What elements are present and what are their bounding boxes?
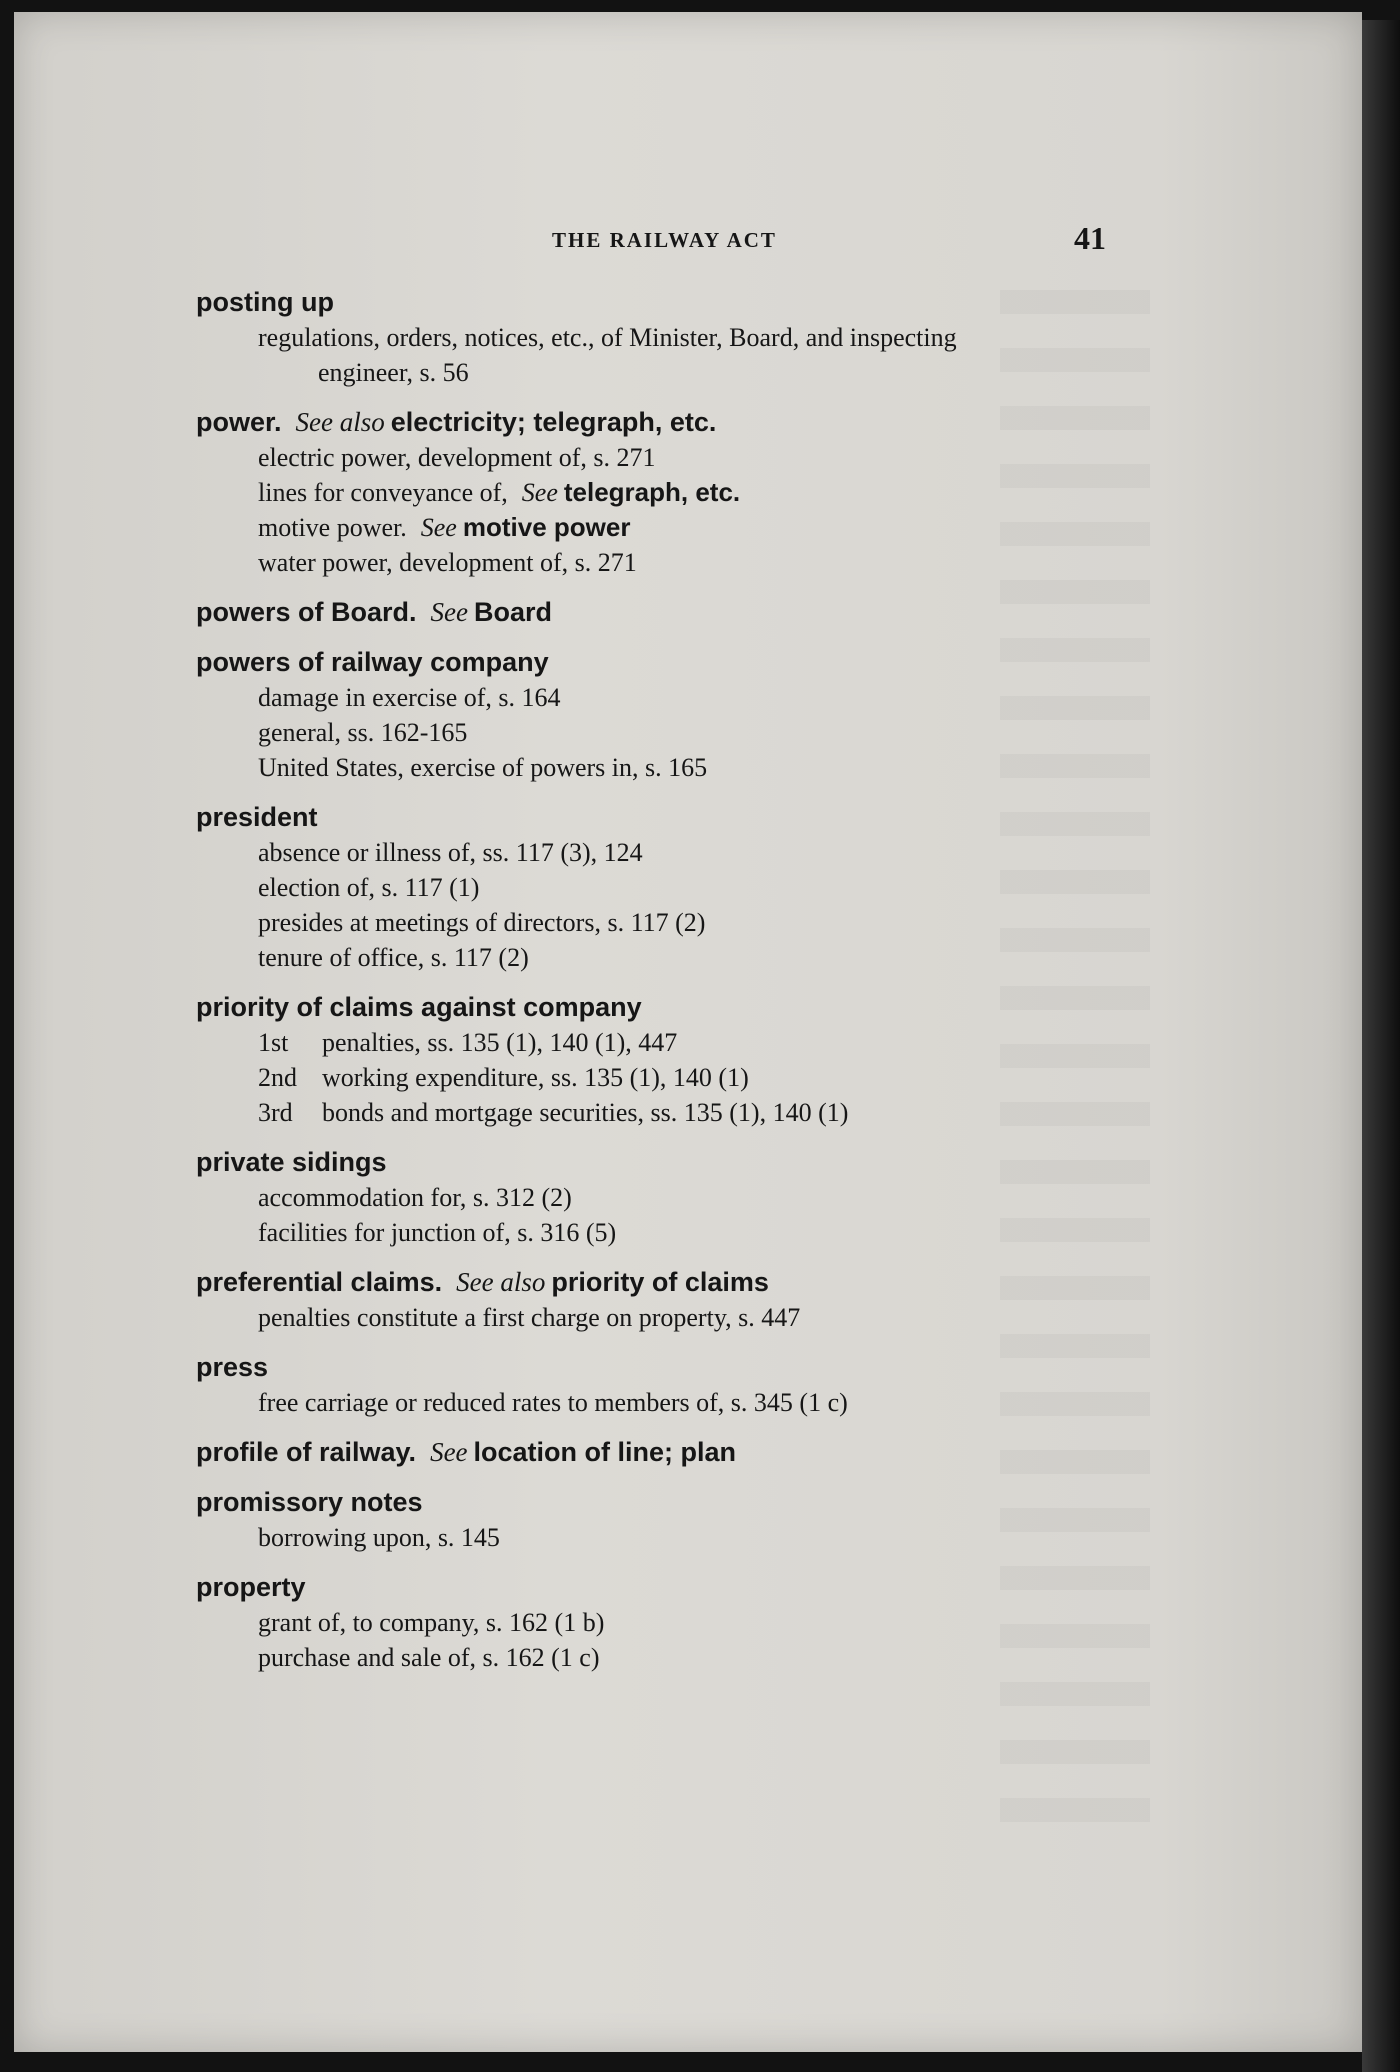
index-entry bbox=[196, 404, 1146, 580]
subentry bbox=[196, 1180, 1146, 1215]
cross-reference: location of line; plan bbox=[473, 1437, 737, 1467]
subentry bbox=[196, 1095, 1146, 1130]
entry-heading bbox=[196, 284, 1146, 320]
page-number: 41 bbox=[1074, 220, 1106, 256]
subentry bbox=[196, 1300, 1146, 1335]
subentry-text: regulations, orders, notices, etc., of Minister, Board, and inspecting bbox=[258, 323, 957, 352]
subentry bbox=[196, 1605, 1146, 1640]
index-entry bbox=[196, 284, 1146, 390]
subentry-text: tenure of office, s. 117 (2) bbox=[258, 943, 529, 972]
entry-heading-text: promissory notes bbox=[196, 1487, 423, 1517]
subentry bbox=[196, 715, 1146, 750]
index-entry bbox=[196, 1349, 1146, 1420]
subentry-ordinal: 1st bbox=[258, 1028, 289, 1057]
subentry bbox=[196, 905, 1146, 940]
cross-reference: motive power bbox=[462, 512, 631, 542]
subentry-text: free carriage or reduced rates to members of, s. 345 (1 c) bbox=[258, 1388, 848, 1417]
see-also-label: See also bbox=[295, 407, 385, 437]
index-entry bbox=[196, 989, 1146, 1130]
subentry-text: United States, exercise of powers in, s. 165 bbox=[258, 753, 708, 782]
entry-heading bbox=[196, 404, 1146, 440]
entry-heading bbox=[196, 989, 1146, 1025]
see-also-label: See bbox=[430, 1437, 468, 1467]
subentry bbox=[196, 940, 1146, 975]
subentry-text: presides at meetings of directors, s. 117 (2) bbox=[258, 908, 706, 937]
subentry-continuation bbox=[196, 355, 1146, 390]
cross-reference: telegraph, etc. bbox=[563, 477, 741, 507]
cross-reference: electricity; telegraph, etc. bbox=[390, 407, 717, 437]
subentry bbox=[196, 750, 1146, 785]
entry-heading bbox=[196, 594, 1146, 630]
entry-heading-text: posting up bbox=[196, 287, 334, 317]
subentry bbox=[196, 1025, 1146, 1060]
entry-heading-text: priority of claims against company bbox=[196, 992, 642, 1022]
subentry bbox=[196, 475, 1146, 510]
subentry-text: facilities for junction of, s. 316 (5) bbox=[258, 1218, 617, 1247]
entry-heading-text: property bbox=[196, 1572, 306, 1602]
index-entry bbox=[196, 644, 1146, 785]
entry-heading-text: private sidings bbox=[196, 1147, 387, 1177]
book-edge bbox=[1362, 20, 1400, 2072]
subentry-text: electric power, development of, s. 271 bbox=[258, 443, 656, 472]
entry-heading bbox=[196, 1434, 1146, 1470]
subentry bbox=[196, 545, 1146, 580]
subentry-text: water power, development of, s. 271 bbox=[258, 548, 637, 577]
subentry-continuation-text: engineer, s. 56 bbox=[318, 358, 469, 387]
entry-heading-text: profile of railway. bbox=[196, 1437, 417, 1467]
index-entry bbox=[196, 1144, 1146, 1250]
see-label: See bbox=[521, 478, 558, 507]
subentry-text: grant of, to company, s. 162 (1 b) bbox=[258, 1608, 605, 1637]
index-entry bbox=[196, 594, 1146, 630]
subentry-text: lines for conveyance of, bbox=[258, 478, 508, 507]
subentry-text: borrowing upon, s. 145 bbox=[258, 1523, 500, 1552]
subentry bbox=[196, 510, 1146, 545]
entry-heading bbox=[196, 1349, 1146, 1385]
subentry-text: absence or illness of, ss. 117 (3), 124 bbox=[258, 838, 643, 867]
subentry bbox=[196, 1385, 1146, 1420]
index-entry bbox=[196, 1484, 1146, 1555]
entry-heading bbox=[196, 1144, 1146, 1180]
subentry-text: penalties, ss. 135 (1), 140 (1), 447 bbox=[322, 1028, 678, 1057]
subentry-text: penalties constitute a first charge on property, s. 447 bbox=[258, 1303, 801, 1332]
entry-heading-text: preferential claims. bbox=[196, 1267, 443, 1297]
subentry bbox=[196, 835, 1146, 870]
entry-heading bbox=[196, 799, 1146, 835]
running-head bbox=[196, 222, 1146, 262]
entry-heading-text: power. bbox=[196, 407, 282, 437]
entry-heading-text: press bbox=[196, 1352, 269, 1382]
entry-heading bbox=[196, 1264, 1146, 1300]
subentry bbox=[196, 440, 1146, 475]
subentry bbox=[196, 1640, 1146, 1675]
cross-reference: priority of claims bbox=[551, 1267, 769, 1297]
subentry-text: bonds and mortgage securities, ss. 135 (1), 140 (1) bbox=[322, 1098, 849, 1127]
see-also-label: See also bbox=[456, 1267, 546, 1297]
entry-heading bbox=[196, 644, 1146, 680]
running-title: THE RAILWAY ACT bbox=[552, 228, 777, 252]
index-entry bbox=[196, 1569, 1146, 1675]
entry-heading-text: powers of Board. bbox=[196, 597, 417, 627]
subentry bbox=[196, 870, 1146, 905]
cross-reference: Board bbox=[474, 597, 553, 627]
entry-heading-text: president bbox=[196, 802, 318, 832]
see-label: See bbox=[420, 513, 457, 542]
subentry bbox=[196, 1520, 1146, 1555]
subentry bbox=[196, 1215, 1146, 1250]
subentry-text: damage in exercise of, s. 164 bbox=[258, 683, 561, 712]
see-also-label: See bbox=[430, 597, 468, 627]
subentry-text: election of, s. 117 (1) bbox=[258, 873, 480, 902]
subentry-text: purchase and sale of, s. 162 (1 c) bbox=[258, 1643, 600, 1672]
subentry bbox=[196, 680, 1146, 715]
index-entry bbox=[196, 799, 1146, 975]
subentry bbox=[196, 320, 1146, 355]
subentry-text: working expenditure, ss. 135 (1), 140 (1) bbox=[322, 1063, 749, 1092]
subentry-ordinal: 3rd bbox=[258, 1098, 293, 1127]
index-entry bbox=[196, 1434, 1146, 1470]
subentry-ordinal: 2nd bbox=[258, 1063, 297, 1092]
index-entries bbox=[196, 284, 1146, 1689]
subentry-text: accommodation for, s. 312 (2) bbox=[258, 1183, 572, 1212]
subentry bbox=[196, 1060, 1146, 1095]
entry-heading bbox=[196, 1569, 1146, 1605]
subentry-text: general, ss. 162-165 bbox=[258, 718, 468, 747]
entry-heading-text: powers of railway company bbox=[196, 647, 549, 677]
entry-heading bbox=[196, 1484, 1146, 1520]
subentry-text: motive power. bbox=[258, 513, 407, 542]
index-entry bbox=[196, 1264, 1146, 1335]
